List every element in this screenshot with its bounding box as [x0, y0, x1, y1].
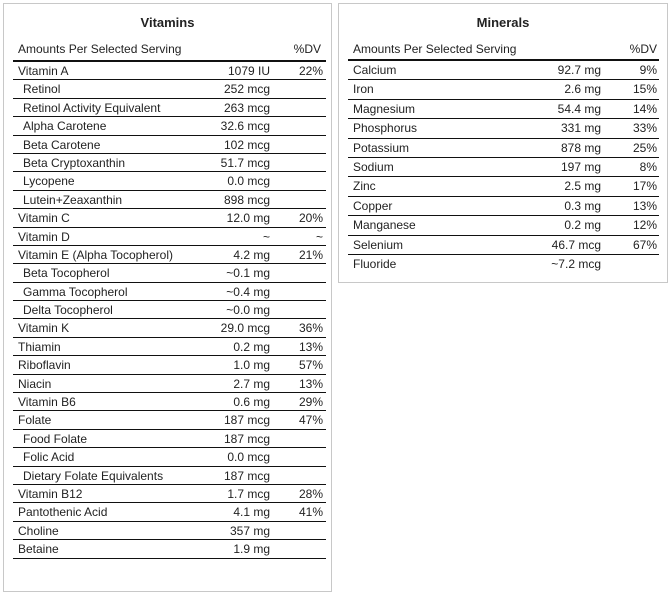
nutrient-amount: 878 mg [560, 140, 601, 155]
vitamins-header-amounts: Amounts Per Selected Serving [18, 42, 182, 56]
nutrient-name: Retinol Activity Equivalent [23, 100, 161, 115]
table-row [13, 375, 326, 393]
table-row [13, 522, 326, 540]
table-row [13, 80, 326, 98]
nutrient-name: Vitamin A [18, 64, 69, 78]
nutrient-dv: 13% [298, 376, 323, 391]
table-row [348, 177, 659, 196]
table-row [348, 119, 659, 138]
nutrient-name: Iron [353, 82, 374, 97]
nutrient-name: Manganese [353, 218, 416, 233]
nutrient-amount: 187 mcg [223, 413, 270, 428]
nutrient-amount: 187 mcg [223, 468, 270, 483]
nutrient-name: Vitamin E (Alpha Tocopherol) [18, 247, 173, 262]
table-row [13, 485, 326, 503]
vitamins-header-dv: %DV [293, 42, 321, 56]
nutrient-name: Choline [18, 523, 59, 538]
minerals-title: Minerals [476, 15, 530, 30]
nutrient-amount: 51.7 mcg [220, 155, 270, 170]
nutrient-dv: 13% [632, 198, 657, 213]
nutrient-name: Vitamin D [18, 229, 70, 244]
nutrient-amount: 357 mg [229, 523, 270, 538]
nutrient-name: Copper [353, 198, 393, 213]
table-row [13, 99, 326, 117]
nutrient-name: Beta Tocopherol [23, 266, 110, 281]
table-row [348, 197, 659, 216]
table-row [13, 228, 326, 246]
nutrient-amount: 4.1 mg [233, 505, 270, 520]
nutrient-dv: 36% [298, 321, 323, 336]
nutrient-amount: 898 mcg [223, 192, 270, 207]
table-row [13, 319, 326, 337]
nutrient-amount: 197 mg [560, 159, 601, 174]
table-row [13, 448, 326, 466]
table-row [13, 264, 326, 282]
vitamins-table [13, 60, 326, 559]
table-row [13, 117, 326, 135]
nutrient-amount: 29.0 mcg [220, 321, 270, 336]
table-row [13, 411, 326, 429]
nutrient-name: Betaine [18, 542, 59, 557]
nutrient-amount: 92.7 mg [557, 63, 601, 77]
nutrient-dv: 33% [632, 121, 657, 136]
nutrient-amount: 0.2 mg [564, 218, 601, 233]
table-row [13, 393, 326, 411]
nutrient-amount: ~0.0 mg [226, 303, 270, 318]
nutrient-name: Thiamin [18, 339, 61, 354]
minerals-table [348, 59, 659, 274]
nutrient-name: Dietary Folate Equivalents [23, 468, 164, 483]
table-row [13, 467, 326, 485]
nutrient-amount: 54.4 mg [557, 101, 601, 116]
nutrient-amount: ~ [262, 229, 270, 244]
minerals-header-amounts: Amounts Per Selected Serving [353, 42, 517, 56]
nutrient-amount: 1079 IU [227, 64, 270, 78]
nutrient-name: Vitamin B12 [18, 486, 83, 501]
minerals-header-dv: %DV [629, 42, 657, 56]
nutrient-amount: 0.3 mg [564, 198, 601, 213]
nutrient-name: Delta Tocopherol [23, 303, 113, 318]
table-row [13, 356, 326, 374]
nutrient-amount: 2.5 mg [564, 179, 601, 194]
nutrient-dv: 29% [298, 395, 323, 410]
nutrient-name: Vitamin C [18, 211, 70, 226]
nutrient-amount: 1.0 mg [233, 358, 270, 373]
nutrient-name: Vitamin B6 [18, 395, 76, 410]
nutrient-amount: 331 mg [560, 121, 601, 136]
nutrient-amount: ~0.4 mg [226, 284, 270, 299]
nutrient-dv: 47% [298, 413, 323, 428]
table-row [13, 301, 326, 319]
table-row [348, 216, 659, 235]
table-row [13, 154, 326, 172]
nutrient-name: Calcium [353, 63, 397, 77]
table-row [13, 503, 326, 521]
nutrient-dv: 13% [298, 339, 323, 354]
table-row [348, 236, 659, 255]
table-row [348, 158, 659, 177]
nutrient-name: Lutein+Zeaxanthin [23, 192, 123, 207]
nutrient-name: Alpha Carotene [23, 119, 107, 134]
nutrient-amount: 12.0 mg [226, 211, 270, 226]
nutrient-name: Gamma Tocopherol [23, 284, 128, 299]
nutrient-dv: 17% [632, 179, 657, 194]
nutrient-name: Niacin [18, 376, 52, 391]
nutrient-dv: ~ [315, 229, 323, 244]
nutrient-amount: 102 mcg [223, 137, 270, 152]
vitamins-title: Vitamins [140, 15, 195, 30]
table-row [13, 540, 326, 558]
nutrient-amount: ~0.1 mg [226, 266, 270, 281]
nutrient-name: Fluoride [353, 256, 397, 271]
nutrient-amount: 252 mcg [223, 82, 270, 97]
nutrient-amount: ~7.2 mcg [551, 256, 601, 271]
nutrient-name: Riboflavin [18, 358, 71, 373]
vitamins-panel [3, 3, 332, 592]
table-row [348, 255, 659, 274]
nutrient-dv: 20% [298, 211, 323, 226]
nutrient-amount: 0.0 mcg [227, 450, 270, 465]
nutrient-name: Sodium [353, 159, 394, 174]
nutrient-name: Folate [18, 413, 52, 428]
nutrient-amount: 46.7 mcg [551, 237, 601, 252]
nutrient-name: Beta Carotene [23, 137, 101, 152]
nutrient-amount: 2.6 mg [564, 82, 601, 97]
table-row [13, 191, 326, 209]
nutrient-name: Zinc [353, 179, 376, 194]
nutrient-amount: 2.7 mg [233, 376, 270, 391]
nutrient-dv: 41% [298, 505, 323, 520]
nutrient-dv: 21% [298, 247, 323, 262]
table-row [348, 61, 659, 80]
nutrient-amount: 187 mcg [223, 431, 270, 446]
table-row [348, 80, 659, 99]
nutrient-dv: 22% [298, 64, 323, 78]
table-row [13, 136, 326, 154]
nutrient-name: Potassium [353, 140, 410, 155]
nutrient-dv: 9% [639, 63, 657, 77]
nutrient-amount: 1.7 mcg [227, 486, 270, 501]
nutrient-amount: 0.2 mg [233, 339, 270, 354]
nutrient-name: Vitamin K [18, 321, 70, 336]
nutrient-dv: 12% [632, 218, 657, 233]
nutrient-name: Beta Cryptoxanthin [23, 155, 126, 170]
nutrient-amount: 263 mcg [223, 100, 270, 115]
nutrient-name: Magnesium [353, 101, 416, 116]
nutrient-name: Pantothenic Acid [18, 505, 108, 520]
table-row [13, 430, 326, 448]
nutrient-amount: 4.2 mg [233, 247, 270, 262]
table-row [348, 100, 659, 119]
table-row [13, 209, 326, 227]
nutrient-dv: 67% [632, 237, 657, 252]
nutrient-amount: 32.6 mcg [220, 119, 270, 134]
nutrient-dv: 28% [298, 486, 323, 501]
nutrient-dv: 14% [632, 101, 657, 116]
table-row [13, 172, 326, 190]
table-row [13, 283, 326, 301]
nutrient-name: Lycopene [23, 174, 75, 189]
nutrient-amount: 0.0 mcg [227, 174, 270, 189]
table-row [348, 139, 659, 158]
nutrient-amount: 0.6 mg [233, 395, 270, 410]
nutrient-name: Folic Acid [23, 450, 75, 465]
minerals-panel [338, 3, 668, 283]
nutrient-name: Phosphorus [353, 121, 418, 136]
nutrient-amount: 1.9 mg [233, 542, 270, 557]
table-row [13, 62, 326, 80]
nutrient-name: Food Folate [23, 431, 88, 446]
nutrient-name: Selenium [353, 237, 404, 252]
nutrient-dv: 57% [298, 358, 323, 373]
table-row [13, 246, 326, 264]
nutrient-dv: 8% [639, 159, 657, 174]
table-row [13, 338, 326, 356]
nutrient-dv: 25% [632, 140, 657, 155]
nutrient-name: Retinol [23, 82, 61, 97]
nutrient-dv: 15% [632, 82, 657, 97]
